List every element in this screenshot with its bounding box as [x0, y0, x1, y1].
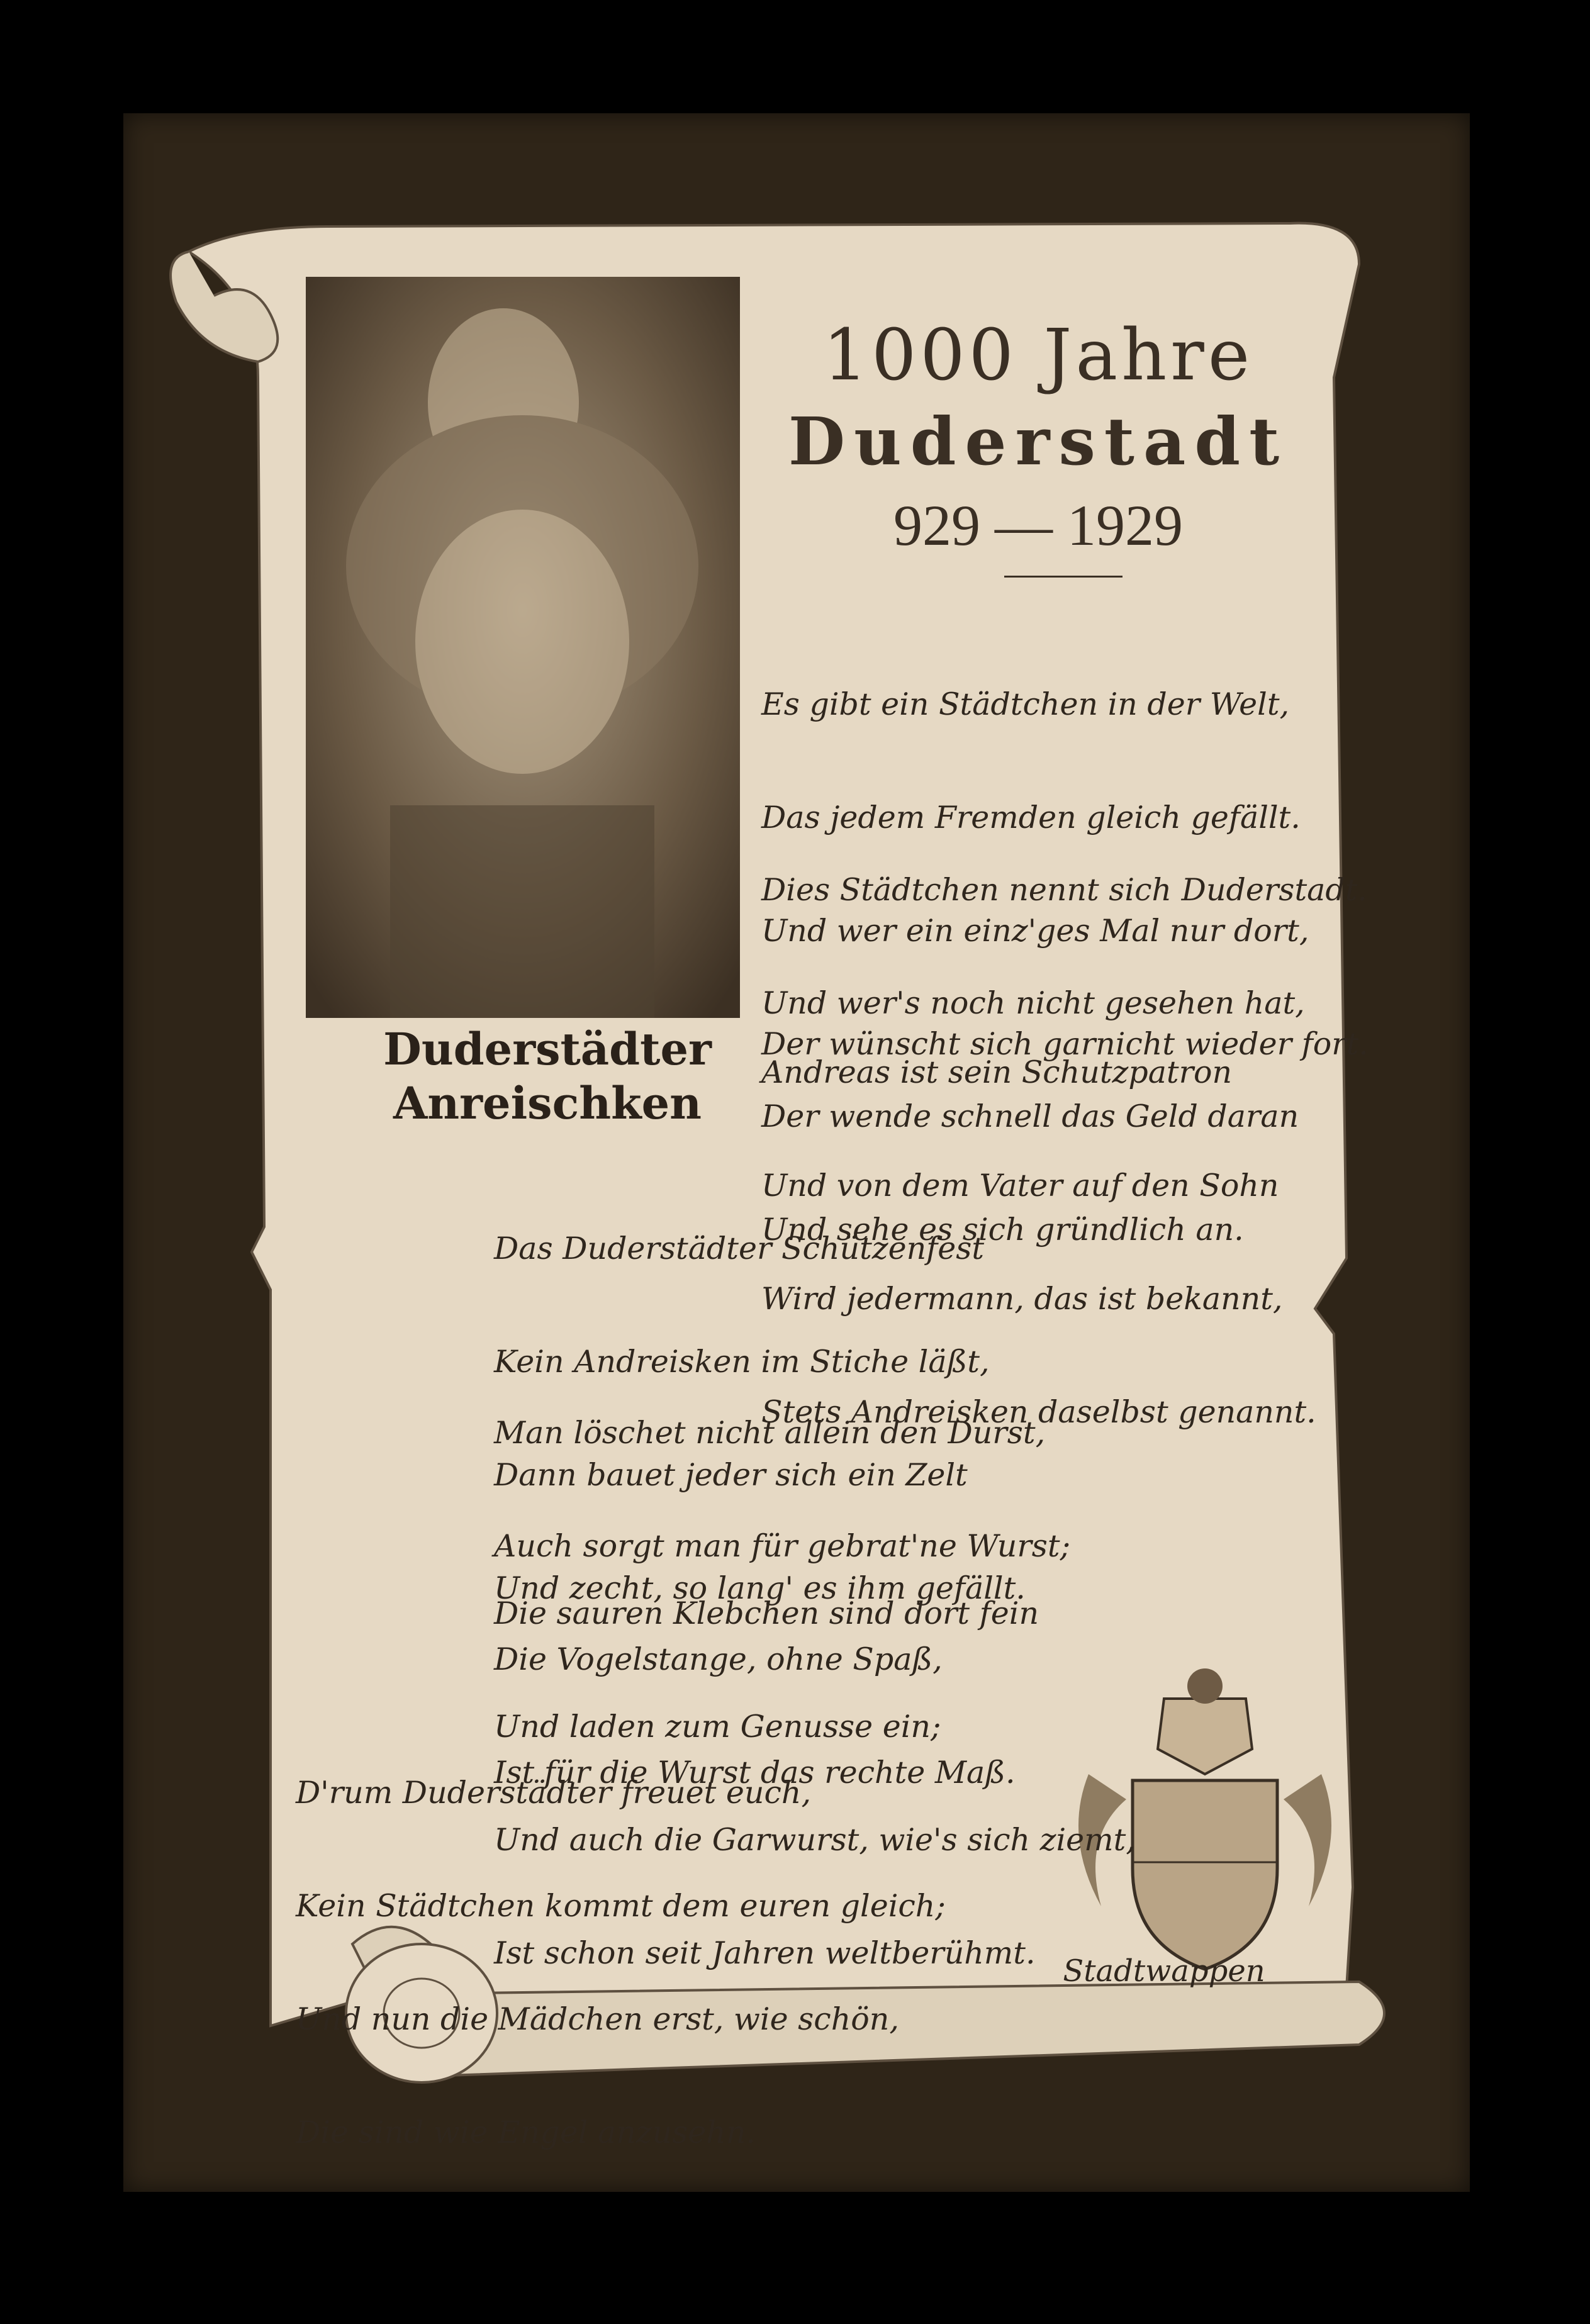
verse-line: Andreas ist sein Schutzpatron [761, 1054, 1233, 1090]
portrait-caption-line-1: Duderstädter [383, 1023, 712, 1075]
verse-line: Der wende schnell das Geld daran [761, 1098, 1299, 1134]
stanza-7 [296, 1699, 946, 2227]
verse-line: Und von dem Vater auf den Sohn [761, 1168, 1279, 1204]
verse-line: Ist schon seit Jahren weltberühmt. [494, 1935, 1036, 1971]
verse-line: Wird jedermann, das ist bekannt, [761, 1281, 1283, 1317]
verse-line: Auch sorgt man für gebrat'ne Wurst; [494, 1528, 1071, 1564]
verse-line: Und zecht, so lang' es ihm gefällt. [494, 1570, 1026, 1606]
title-line-2: Duderstadt [788, 403, 1289, 480]
verse-line: Ist für die Wurst das rechte Maß. [494, 1755, 1016, 1790]
years-range: 929 — 1929 [893, 493, 1183, 557]
verse-line: Die sind wie Engel anzusehn. [296, 2115, 756, 2150]
title-line-1: 1000 Jahre [822, 315, 1254, 396]
verse-line: Der wünscht sich garnicht wieder fort. [761, 1026, 1369, 1062]
verse-line: Dann bauet jeder sich ein Zelt [494, 1457, 968, 1493]
verse-line: Kein Städtchen kommt dem euren gleich; [296, 1888, 946, 1924]
verse-line: Und auch die Garwurst, wie's sich ziemt, [494, 1822, 1136, 1858]
crest-caption: Stadtwappen [1063, 1953, 1265, 1989]
verse-line: Das Duderstädter Schützenfest [494, 1231, 985, 1266]
title-divider [1004, 576, 1123, 578]
verse-line: Und laden zum Genusse ein; [494, 1709, 941, 1745]
verse-line: Dies Städtchen nennt sich Duderstadt. [761, 872, 1367, 908]
verse-line: Die sauren Klebchen sind dort fein [494, 1595, 1039, 1631]
verse-line: Und nun die Mädchen erst, wie schön, [296, 2001, 899, 2037]
verse-line: Es gibt ein Städtchen in der Welt, [761, 686, 1290, 722]
verse-line: Stets Andreisken daselbst genannt. [761, 1394, 1316, 1430]
portrait-caption-line-2: Anreischken [393, 1077, 702, 1129]
verse-line: Das jedem Fremden gleich gefällt. [761, 800, 1301, 835]
verse-line: Man löschet nicht allein den Durst, [494, 1415, 1046, 1451]
verse-line: Die Vogelstange, ohne Spaß, [494, 1641, 943, 1677]
verse-line: Kein Andreisken im Stiche läßt, [494, 1344, 990, 1380]
verse-line: Und sehe es sich gründlich an. [761, 1212, 1244, 1248]
verse-line: D'rum Duderstädter freuet euch, [296, 1775, 812, 1811]
verse-line: Und wer's noch nicht gesehen hat, [761, 985, 1305, 1021]
verse-line: Und wer ein einz'ges Mal nur dort, [761, 913, 1309, 949]
